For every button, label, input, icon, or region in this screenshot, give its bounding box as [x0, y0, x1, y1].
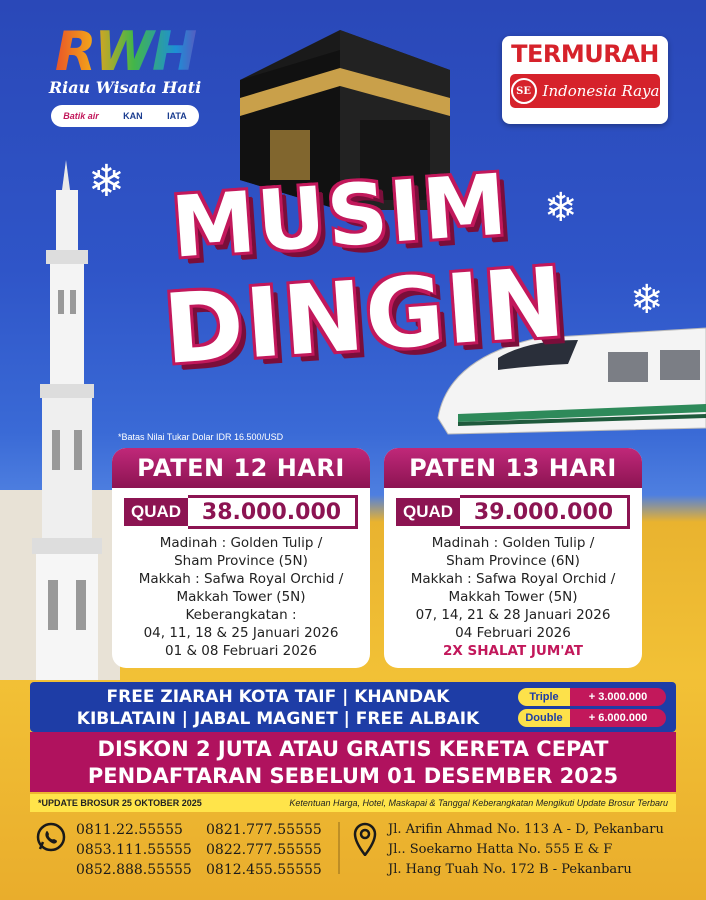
addon-value: + 3.000.000 [570, 688, 666, 706]
badge-record-label: Indonesia Raya [542, 82, 660, 100]
detail-line: 01 & 08 Februari 2026 [165, 643, 317, 659]
badge-title: TERMURAH [511, 40, 659, 68]
title-line-2: DINGIN [160, 246, 570, 386]
package-card-12 [112, 448, 370, 668]
free-line-2: KIBLATAIN | JABAL MAGNET | FREE ALBAIK [76, 709, 480, 729]
phone-number[interactable]: 0853.111.55555 [76, 842, 192, 858]
title-line-1: MUSIM [168, 155, 512, 277]
addon-value: + 6.000.000 [570, 709, 666, 727]
addon-double [518, 709, 666, 727]
termurah-badge [502, 36, 668, 124]
partner-logos [51, 105, 199, 127]
addon-label: Triple [518, 688, 570, 706]
address-line: Jl. Hang Tuah No. 172 B - Pekanbaru [388, 862, 632, 877]
badge-record [510, 74, 660, 108]
package-details [384, 530, 642, 660]
price-row [112, 494, 370, 530]
location-pin-icon [352, 822, 378, 856]
detail-line: 04 Februari 2026 [455, 625, 571, 641]
room-type: QUAD [396, 498, 460, 526]
record-icon: SE [511, 78, 537, 104]
addon-label: Double [518, 709, 570, 727]
snowflake-icon: ❄ [88, 157, 125, 206]
package-name: PATEN 12 HARI [112, 448, 370, 488]
address-list [388, 820, 664, 880]
package-card-13 [384, 448, 642, 668]
detail-line: Madinah : Golden Tulip / [431, 535, 595, 551]
partner-batik-air: Batik air [63, 111, 99, 121]
package-details [112, 530, 370, 660]
phone-number[interactable]: 0812.455.55555 [206, 862, 322, 878]
addon-triple [518, 688, 666, 706]
snowflake-icon: ❄ [630, 278, 664, 322]
phone-number[interactable]: 0821.777.55555 [206, 822, 322, 838]
detail-line: Makkah : Safwa Royal Orchid / [410, 571, 616, 587]
detail-line: Makkah : Safwa Royal Orchid / [138, 571, 344, 587]
brand-name: Riau Wisata Hati [48, 78, 202, 97]
update-date: *UPDATE BROSUR 25 OKTOBER 2025 [38, 798, 202, 808]
detail-line: 07, 14, 21 & 28 Januari 2026 [415, 607, 611, 623]
highlight-line: 2X SHALAT JUM'AT [442, 643, 584, 659]
detail-line: Sham Province (6N) [446, 553, 580, 569]
phone-number[interactable]: 0852.888.55555 [76, 862, 192, 878]
phone-number[interactable]: 0811.22.55555 [76, 822, 183, 838]
detail-line: Makkah Tower (5N) [176, 589, 306, 605]
phone-list [76, 820, 336, 880]
package-price: 38.000.000 [188, 495, 358, 529]
promo-line-2: PENDAFTARAN SEBELUM 01 DESEMBER 2025 [87, 764, 619, 788]
phone-number[interactable]: 0822.777.55555 [206, 842, 322, 858]
promo-line-1: DISKON 2 JUTA ATAU GRATIS KERETA CEPAT [97, 737, 609, 761]
detail-line: Madinah : Golden Tulip / [159, 535, 323, 551]
logo-mark: RWH [40, 22, 210, 82]
detail-line: Sham Province (5N) [174, 553, 308, 569]
discount-banner [30, 732, 676, 792]
package-name: PATEN 13 HARI [384, 448, 642, 488]
detail-line: Keberangkatan : [185, 607, 297, 623]
brand-logo [40, 22, 210, 127]
snowflake-icon: ❄ [544, 186, 578, 230]
free-benefits-text [38, 686, 518, 730]
package-price: 39.000.000 [460, 495, 630, 529]
terms-note: Ketentuan Harga, Hotel, Maskapai & Tanggal Keberangkatan Mengikuti Update Brosur Terbaru [289, 798, 668, 808]
detail-line: 04, 11, 18 & 25 Januari 2026 [143, 625, 339, 641]
detail-line: Makkah Tower (5N) [448, 589, 578, 605]
exchange-rate-note: *Batas Nilai Tukar Dolar IDR 16.500/USD [118, 432, 284, 442]
price-row [384, 494, 642, 530]
whatsapp-icon[interactable] [36, 822, 66, 852]
address-line: Jl.. Soekarno Hatta No. 555 E & F [388, 842, 613, 857]
partner-iata: IATA [167, 111, 187, 121]
campaign-title [100, 155, 620, 386]
free-line-1: FREE ZIARAH KOTA TAIF | KHANDAK [106, 687, 450, 707]
partner-kan: KAN [123, 111, 143, 121]
room-type: QUAD [124, 498, 188, 526]
update-strip [30, 794, 676, 812]
contact-divider [338, 822, 340, 874]
address-line: Jl. Arifin Ahmad No. 113 A - D, Pekanbaru [388, 822, 664, 837]
free-benefits-banner [30, 682, 676, 732]
